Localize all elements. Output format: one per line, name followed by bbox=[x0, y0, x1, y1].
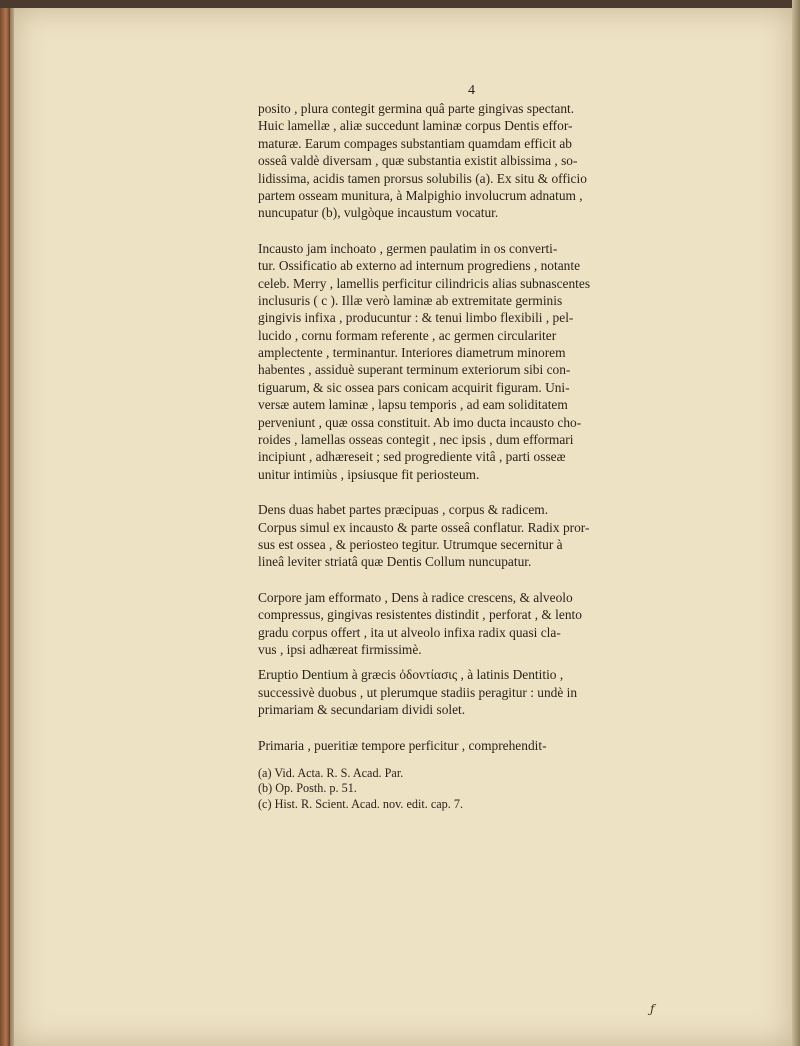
footnote-line: (b) Op. Posth. p. 51. bbox=[258, 781, 357, 796]
footnote-line: (c) Hist. R. Scient. Acad. nov. edit. cap. 7. bbox=[258, 796, 463, 811]
text-line: Incausto jam inchoato , germen paulatim in os converti- bbox=[258, 240, 558, 256]
paragraph-gap bbox=[258, 571, 694, 589]
text-line: unitur intimiùs , ipsiusque fit periosteum. bbox=[258, 466, 480, 482]
text-line: lucido , cornu formam referente , ac germen circulariter bbox=[258, 327, 557, 343]
paragraph-gap bbox=[258, 719, 694, 737]
text-line: inclusuris ( c ). Illæ verò laminæ ab extremitate germinis bbox=[258, 292, 563, 308]
text-line: incipiunt , adhæreseit ; sed progrediente vitâ , parti osseæ bbox=[258, 449, 566, 465]
text-line: tur. Ossificatio ab externo ad internum progrediens , notante bbox=[258, 258, 581, 274]
text-line: nuncupatur (b), vulgòque incaustum vocatur. bbox=[258, 205, 499, 221]
page-text bbox=[258, 84, 694, 812]
text-line: lineâ leviter striatâ quæ Dentis Collum nuncupatur. bbox=[258, 554, 532, 570]
paragraph bbox=[258, 100, 694, 222]
footnote-line: (a) Vid. Acta. R. S. Acad. Par. bbox=[258, 765, 404, 780]
text-line: Corpore jam efformato , Dens à radice crescens, & alveolo bbox=[258, 589, 573, 605]
text-line: tiguarum, & sic ossea pars conicam acquirit figuram. Uni- bbox=[258, 379, 570, 395]
text-line: perveniunt , quæ ossa constituit. Ab imo ducta incausto cho- bbox=[258, 414, 582, 430]
text-line: sus est ossea , & periosteo tegitur. Utrumque secernitur à bbox=[258, 536, 563, 552]
text-line: amplectente , terminantur. Interiores diametrum minorem bbox=[258, 345, 566, 361]
text-line: osseâ valdè diversam , quæ substantia existit albissima , so- bbox=[258, 153, 578, 169]
book-binding bbox=[0, 0, 10, 1046]
paragraph bbox=[258, 737, 694, 754]
text-line: posito , plura contegit germina quâ parte gingivas spectant. bbox=[258, 101, 575, 116]
text-line: primariam & secundariam dividi solet. bbox=[258, 702, 466, 718]
printer-mark: ƒ bbox=[650, 1002, 655, 1016]
top-edge bbox=[0, 0, 800, 8]
text-line: partem osseam munitura, à Malpighio involucrum adnatum , bbox=[258, 187, 583, 203]
text-line: celeb. Merry , lamellis perficitur cilindricis alias subnascentes bbox=[258, 275, 591, 291]
page-stack-edge bbox=[792, 0, 800, 1046]
page-number: 4 bbox=[468, 83, 475, 98]
text-line: Dens duas habet partes præcipuas , corpus & radicem. bbox=[258, 502, 549, 518]
text-line: gradu corpus offert , ita ut alveolo infixa radix quasi cla- bbox=[258, 624, 561, 640]
text-line: Huic lamellæ , aliæ succedunt laminæ corpus Dentis effor- bbox=[258, 118, 573, 134]
paragraph bbox=[258, 501, 694, 571]
paragraph bbox=[258, 240, 694, 483]
paragraph bbox=[258, 666, 694, 718]
paragraph-gap bbox=[258, 658, 694, 666]
text-line: Eruptio Dentium à græcis ὀδοντίασις , à latinis Dentitio , bbox=[258, 667, 564, 683]
paragraph-gap bbox=[258, 483, 694, 501]
text-line: maturæ. Earum compages substantiam quamdam efficit ab bbox=[258, 135, 572, 151]
text-line: versæ autem laminæ , lapsu temporis , ad eam soliditatem bbox=[258, 397, 568, 413]
text-line: habentes , assiduè superant terminum exteriorum sibi con- bbox=[258, 362, 571, 378]
text-line: Primaria , pueritiæ tempore perficitur , comprehendit- bbox=[258, 737, 547, 753]
text-line: compressus, gingivas resistentes distindit , perforat , & lento bbox=[258, 607, 582, 623]
paragraph-gap bbox=[258, 754, 694, 766]
text-line: roides , lamellas osseas contegit , nec ipsis , dum efformari bbox=[258, 432, 574, 448]
text-line: Corpus simul ex incausto & parte osseâ conflatur. Radix pror- bbox=[258, 519, 590, 535]
paragraph bbox=[258, 589, 694, 659]
paragraph-gap bbox=[258, 222, 694, 240]
text-line: successivè duobus , ut plerumque stadiis peragitur : undè in bbox=[258, 684, 578, 700]
text-line: gingivis infixa , producuntur : & tenui limbo flexibili , pel- bbox=[258, 310, 574, 326]
footnotes bbox=[258, 766, 694, 813]
text-line: lidissima, acidis tamen prorsus solubilis (a). Ex situ & officio bbox=[258, 170, 587, 186]
text-line: vus , ipsi adhæreat firmissimè. bbox=[258, 641, 422, 657]
